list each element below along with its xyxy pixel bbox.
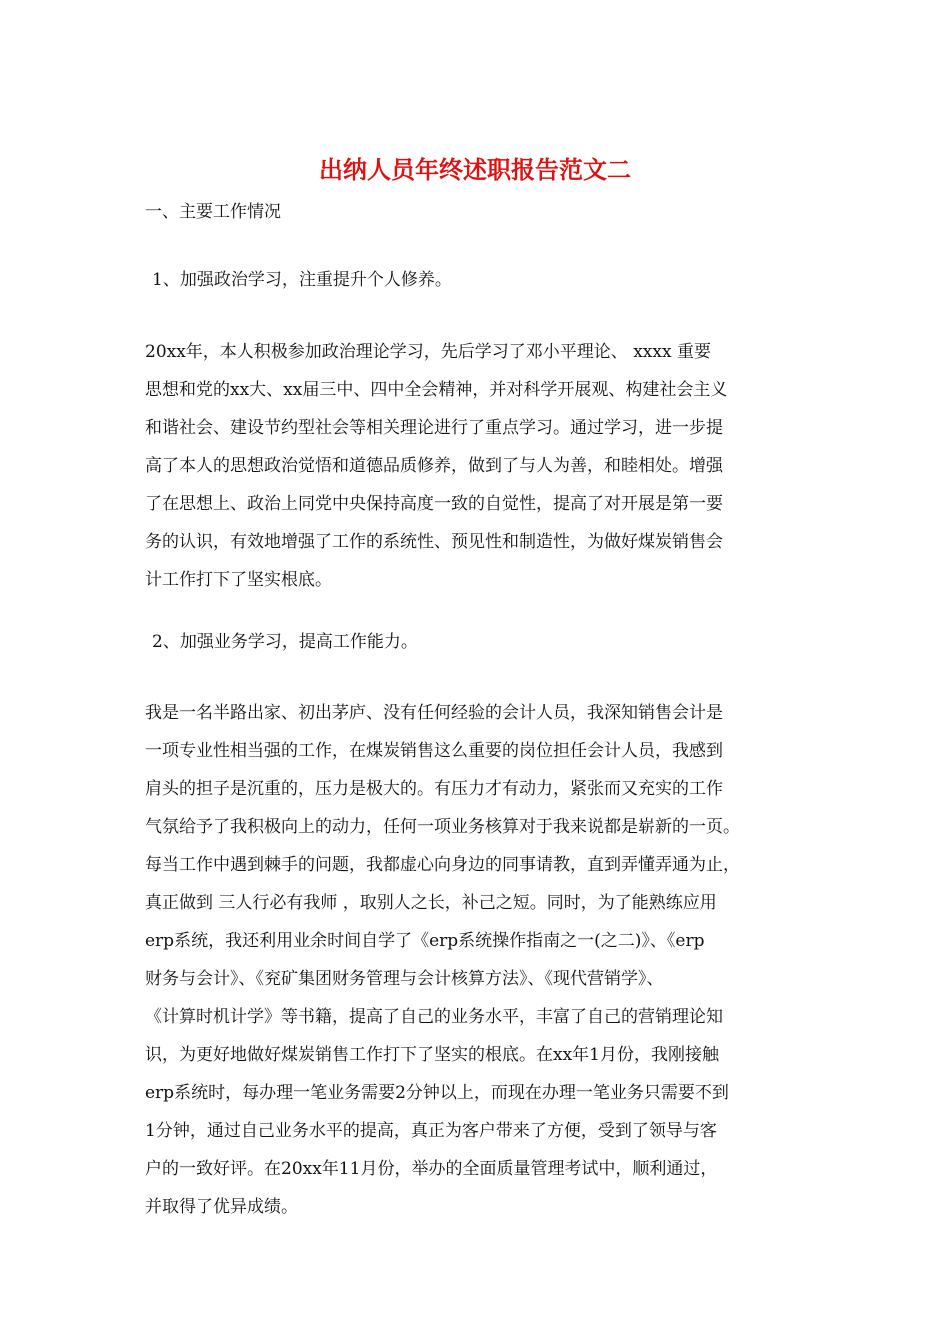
subheading-business-study: 2、加强业务学习，提高工作能力。 [152,632,418,652]
paragraph-line: 思想和党的xx大、xx届三中、四中全会精神，并对科学开展观、构建社会主义 [145,380,728,400]
paragraph-line: 气氛给予了我积极向上的动力，任何一项业务核算对于我来说都是崭新的一页。 [145,817,740,837]
paragraph-line: 每当工作中遇到棘手的问题，我都虚心向身边的同事请教，直到弄懂弄通为止， [145,855,740,875]
paragraph-line: 户的一致好评。在20xx年11月份，举办的全面质量管理考试中，顺利通过， [145,1159,718,1179]
paragraph-line: 高了本人的思想政治觉悟和道德品质修养，做到了与人为善，和睦相处。增强 [145,456,723,476]
section-heading: 一、主要工作情况 [145,202,281,222]
paragraph-line: 了在思想上、政治上同党中央保持高度一致的自觉性，提高了对开展是第一要 [145,494,723,514]
paragraph-line: 和谐社会、建设节约型社会等相关理论进行了重点学习。通过学习，进一步提 [145,418,723,438]
paragraph-line: 识，为更好地做好煤炭销售工作打下了坚实的根底。在xx年1月份，我刚接触 [145,1045,719,1065]
paragraph-political-study [145,333,810,599]
paragraph-line: 真正做到 三人行必有我师 ，取别人之长，补己之短。同时，为了能熟练应用 [145,893,717,913]
paragraph-line: erp系统，我还利用业余时间自学了《erp系统操作指南之一(之二)》、《erp [145,931,705,951]
paragraph-line: 计工作打下了坚实根底。 [145,570,332,590]
paragraph-line: 并取得了优异成绩。 [145,1197,298,1217]
document-title: 出纳人员年终述职报告范文二 [319,156,631,184]
paragraph-line: 20xx年，本人积极参加政治理论学习，先后学习了邓小平理论、 xxxx 重要 [145,342,711,362]
paragraph-line: erp系统时，每办理一笔业务需要2分钟以上，而现在办理一笔业务只需要不到 [145,1083,729,1103]
subheading-political-study: 1、加强政治学习，注重提升个人修养。 [152,270,452,290]
paragraph-line: 务的认识，有效地增强了工作的系统性、预见性和制造性，为做好煤炭销售会 [145,532,723,552]
paragraph-line: 一项专业性相当强的工作，在煤炭销售这么重要的岗位担任会计人员，我感到 [145,741,723,761]
paragraph-business-study [145,694,810,1226]
paragraph-line: 《计算时机计学》等书籍，提高了自己的业务水平，丰富了自己的营销理论知 [145,1007,723,1027]
paragraph-line: 我是一名半路出家、初出茅庐、没有任何经验的会计人员，我深知销售会计是 [145,703,723,723]
paragraph-line: 财务与会计》、《兖矿集团财务管理与会计核算方法》、《现代营销学》、 [145,969,664,989]
paragraph-line: 肩头的担子是沉重的，压力是极大的。有压力才有动力，紧张而又充实的工作 [145,779,723,799]
paragraph-line: 1分钟，通过自己业务水平的提高，真正为客户带来了方便，受到了领导与客 [145,1121,717,1141]
